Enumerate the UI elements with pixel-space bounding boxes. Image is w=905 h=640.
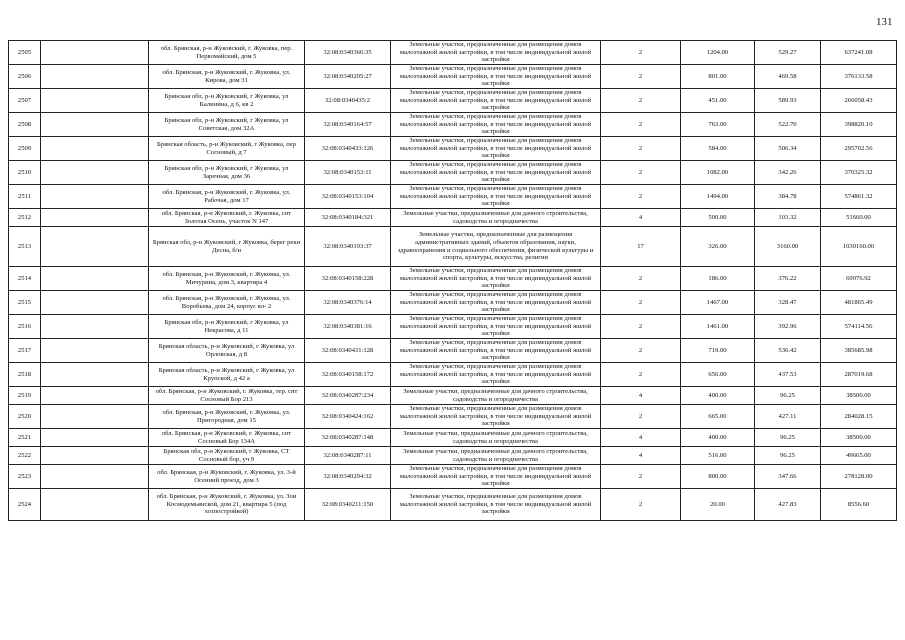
cadastral-number-cell: 32:08:0340153:11 [305,161,391,185]
cadastral-number-cell: 32:08:0340287:11 [305,447,391,465]
specific-value-cell: 437.53 [755,363,821,387]
row-number-cell: 2512 [9,209,41,227]
cadastral-number-cell: 32:08:0340433:126 [305,137,391,161]
row-number-cell: 2523 [9,465,41,489]
table-row [9,315,897,339]
row-number-cell: 2518 [9,363,41,387]
blank-cell [41,137,149,161]
area-cell: 800.00 [681,465,755,489]
cadastral-number-cell: 32:08:0340381:16 [305,315,391,339]
cadastral-value-cell: 51660.00 [821,209,897,227]
blank-cell [41,185,149,209]
address-cell: обл. Брянская, р-н Жуковский, г. Жуковка, ул. Зои Космодемьянской, дом 21, квартира 5 (под хозпостройкой) [149,489,305,521]
specific-value-cell: 103.32 [755,209,821,227]
table-row [9,113,897,137]
land-use-cell: Земельные участки, предназначенные для размещения домов малоэтажной жилой застройки, в том числе индивидуальной жилой застройки [391,137,601,161]
row-number-cell: 2520 [9,405,41,429]
table-row [9,387,897,405]
blank-cell [41,447,149,465]
blank-cell [41,387,149,405]
group-cell: 2 [601,185,681,209]
address-cell: обл. Брянская, р-н Жуковский, г. Жуковка, ул. 3-й Осенний проезд, дом 3 [149,465,305,489]
specific-value-cell: 469.58 [755,65,821,89]
table-row [9,185,897,209]
blank-cell [41,291,149,315]
group-cell: 2 [601,137,681,161]
group-cell: 4 [601,209,681,227]
table-row [9,41,897,65]
group-cell: 2 [601,363,681,387]
blank-cell [41,209,149,227]
area-cell: 1082.00 [681,161,755,185]
group-cell: 4 [601,429,681,447]
blank-cell [41,113,149,137]
area-cell: 400.00 [681,429,755,447]
row-number-cell: 2510 [9,161,41,185]
group-cell: 2 [601,267,681,291]
address-cell: обл. Брянская, р-н Жуковский, г. Жуковка, ул. Пригородная, дом 15 [149,405,305,429]
land-use-cell: Земельные участки, предназначенные для размещения домов малоэтажной жилой застройки, в том числе индивидуальной жилой застройки [391,315,601,339]
area-cell: 20.00 [681,489,755,521]
address-cell: Брянская обл, р-н Жуковский, г Жуковка, ул Заречная, дом 36 [149,161,305,185]
land-use-cell: Земельные участки, предназначенные для размещения домов малоэтажной жилой застройки, в том числе индивидуальной жилой застройки [391,291,601,315]
group-cell: 2 [601,315,681,339]
table-row [9,209,897,227]
cadastral-value-cell: 1030160.00 [821,227,897,267]
cadastral-number-cell: 32:08:0340211:150 [305,489,391,521]
group-cell: 17 [601,227,681,267]
address-cell: обл. Брянская, р-н Жуковский, г. Жуковка, ул. Рабочая, дом 17 [149,185,305,209]
table-row [9,89,897,113]
address-cell: Брянская область, р-н Жуковский, г Жуковка, пер Сосновый, д 7 [149,137,305,161]
area-cell: 1467.00 [681,291,755,315]
group-cell: 2 [601,65,681,89]
table-row [9,489,897,521]
land-use-cell: Земельные участки, предназначенные для дачного строительства, садоводства и огородничества [391,447,601,465]
address-cell: обл. Брянская, р-н Жуковский, г. Жуковка, ул. Мичурина, дом 3, квартира 4 [149,267,305,291]
row-number-cell: 2511 [9,185,41,209]
land-use-cell: Земельные участки, предназначенные для размещения домов малоэтажной жилой застройки, в том числе индивидуальной жилой застройки [391,465,601,489]
address-cell: Брянская обл, р-н Жуковский, г Жуковка, СТ Сосновый бор, уч 9 [149,447,305,465]
cadastral-number-cell: 32:08:0340153:104 [305,185,391,209]
blank-cell [41,65,149,89]
cadastral-value-cell: 38500.00 [821,387,897,405]
cadastral-number-cell: 32:08:0340431:128 [305,339,391,363]
cadastral-number-cell: 32:08:0340424:162 [305,405,391,429]
group-cell: 2 [601,89,681,113]
blank-cell [41,339,149,363]
table-row [9,405,897,429]
address-cell: обл. Брянская, р-н Жуковский, г. Жуковка, пер. Первомайский, дом 5 [149,41,305,65]
group-cell: 2 [601,489,681,521]
table-body [9,41,897,521]
land-registry-table [8,40,897,521]
table-row [9,161,897,185]
row-number-cell: 2515 [9,291,41,315]
land-use-cell: Земельные участки, предназначенные для размещения домов малоэтажной жилой застройки, в том числе индивидуальной жилой застройки [391,161,601,185]
table-row [9,447,897,465]
group-cell: 2 [601,405,681,429]
row-number-cell: 2514 [9,267,41,291]
blank-cell [41,429,149,447]
blank-cell [41,489,149,521]
address-cell: Брянская обл, р-н Жуковский, г Жуковка, ул Калинина, д 6, кв 2 [149,89,305,113]
table-row [9,227,897,267]
group-cell: 2 [601,291,681,315]
group-cell: 2 [601,113,681,137]
land-use-cell: Земельные участки, предназначенные для размещения административных зданий, объектов образования, науки, здравоохранения и социального обеспечения, физической культуры и спорта, культуры, искусства, религии [391,227,601,267]
cadastral-value-cell: 49665.00 [821,447,897,465]
row-number-cell: 2509 [9,137,41,161]
area-cell: 400.00 [681,387,755,405]
blank-cell [41,161,149,185]
blank-cell [41,363,149,387]
cadastral-value-cell: 278128.00 [821,465,897,489]
specific-value-cell: 427.83 [755,489,821,521]
address-cell: Брянская обл, р-н Жуковский, г Жуковка, ул Некрасова, д 11 [149,315,305,339]
blank-cell [41,41,149,65]
blank-cell [41,405,149,429]
blank-cell [41,267,149,291]
specific-value-cell: 522.70 [755,113,821,137]
blank-cell [41,465,149,489]
area-cell: 801.00 [681,65,755,89]
specific-value-cell: 347.66 [755,465,821,489]
row-number-cell: 2524 [9,489,41,521]
table-row [9,339,897,363]
specific-value-cell: 506.34 [755,137,821,161]
specific-value-cell: 96.25 [755,447,821,465]
cadastral-number-cell: 32:08:0340164:57 [305,113,391,137]
cadastral-number-cell: 32:08:0340158:172 [305,363,391,387]
land-use-cell: Земельные участки, предназначенные для размещения домов малоэтажной жилой застройки, в том числе индивидуальной жилой застройки [391,363,601,387]
area-cell: 656.00 [681,363,755,387]
area-cell: 665.00 [681,405,755,429]
address-cell: обл. Брянская, р-н Жуковский, г. Жуковка, ул. Воробьева, дом 24, корпус вл- 2 [149,291,305,315]
address-cell: обл. Брянская, р-н Жуковский, г. Жуковка, ул. Кирова, дом 31 [149,65,305,89]
table-row [9,465,897,489]
area-cell: 326.00 [681,227,755,267]
table-row [9,65,897,89]
specific-value-cell: 376.22 [755,267,821,291]
land-use-cell: Земельные участки, предназначенные для дачного строительства, садоводства и огородничества [391,209,601,227]
blank-cell [41,315,149,339]
cadastral-number-cell: 32:08:0340158:228 [305,267,391,291]
row-number-cell: 2506 [9,65,41,89]
cadastral-number-cell: 32:08:0340205:27 [305,65,391,89]
cadastral-value-cell: 295702.56 [821,137,897,161]
address-cell: обл. Брянская, р-н Жуковский, г. Жуковка, тер. снт Сосновый Бор 213 [149,387,305,405]
land-use-cell: Земельные участки, предназначенные для дачного строительства, садоводства и огородничества [391,429,601,447]
land-use-cell: Земельные участки, предназначенные для размещения домов малоэтажной жилой застройки, в том числе индивидуальной жилой застройки [391,185,601,209]
specific-value-cell: 96.25 [755,387,821,405]
specific-value-cell: 3160.00 [755,227,821,267]
specific-value-cell: 536.42 [755,339,821,363]
table-row [9,267,897,291]
cadastral-number-cell: 32:08:0340287:148 [305,429,391,447]
row-number-cell: 2522 [9,447,41,465]
row-number-cell: 2521 [9,429,41,447]
row-number-cell: 2505 [9,41,41,65]
cadastral-value-cell: 481865.49 [821,291,897,315]
specific-value-cell: 384.78 [755,185,821,209]
cadastral-value-cell: 284028.15 [821,405,897,429]
area-cell: 584.00 [681,137,755,161]
table-row [9,363,897,387]
row-number-cell: 2516 [9,315,41,339]
area-cell: 719.00 [681,339,755,363]
table-row [9,429,897,447]
group-cell: 2 [601,339,681,363]
specific-value-cell: 589.93 [755,89,821,113]
cadastral-value-cell: 385685.98 [821,339,897,363]
cadastral-number-cell: 32:08:0340366:35 [305,41,391,65]
address-cell: обл. Брянская, р-н Жуковский, г. Жуковка, снт Золотая Осень, участок N 147 [149,209,305,227]
cadastral-value-cell: 287019.68 [821,363,897,387]
address-cell: обл. Брянская, р-н Жуковский, г. Жуковка, снт Сосновый Бор 134А [149,429,305,447]
land-use-cell: Земельные участки, предназначенные для размещения домов малоэтажной жилой застройки, в том числе индивидуальной жилой застройки [391,489,601,521]
cadastral-value-cell: 69976.92 [821,267,897,291]
group-cell: 4 [601,447,681,465]
cadastral-number-cell: 32:08:0340376:14 [305,291,391,315]
specific-value-cell: 392.96 [755,315,821,339]
cadastral-number-cell: 32:08:0340294:32 [305,465,391,489]
cadastral-value-cell: 370325.32 [821,161,897,185]
cadastral-number-cell: 32:08:0340193:37 [305,227,391,267]
table-row [9,291,897,315]
area-cell: 1461.00 [681,315,755,339]
land-use-cell: Земельные участки, предназначенные для размещения домов малоэтажной жилой застройки, в том числе индивидуальной жилой застройки [391,41,601,65]
cadastral-value-cell: 8556.60 [821,489,897,521]
table-row [9,137,897,161]
group-cell: 4 [601,387,681,405]
cadastral-value-cell: 637241.08 [821,41,897,65]
specific-value-cell: 328.47 [755,291,821,315]
group-cell: 2 [601,161,681,185]
specific-value-cell: 427.11 [755,405,821,429]
row-number-cell: 2517 [9,339,41,363]
address-cell: Брянская обл, р-н Жуковский, г Жуковка, берег реки Десна, б/н [149,227,305,267]
cadastral-value-cell: 266058.43 [821,89,897,113]
area-cell: 500.00 [681,209,755,227]
specific-value-cell: 529.27 [755,41,821,65]
cadastral-value-cell: 38500.00 [821,429,897,447]
area-cell: 516.00 [681,447,755,465]
land-use-cell: Земельные участки, предназначенные для размещения домов малоэтажной жилой застройки, в том числе индивидуальной жилой застройки [391,89,601,113]
blank-cell [41,89,149,113]
row-number-cell: 2507 [9,89,41,113]
specific-value-cell: 96.25 [755,429,821,447]
cadastral-number-cell: 32:08:0340435:2 [305,89,391,113]
area-cell: 451.00 [681,89,755,113]
cadastral-number-cell: 32:08:0340287:234 [305,387,391,405]
land-use-cell: Земельные участки, предназначенные для размещения домов малоэтажной жилой застройки, в том числе индивидуальной жилой застройки [391,339,601,363]
row-number-cell: 2519 [9,387,41,405]
page-number: 131 [876,16,893,28]
area-cell: 186.00 [681,267,755,291]
specific-value-cell: 342.26 [755,161,821,185]
area-cell: 1494.00 [681,185,755,209]
blank-cell [41,227,149,267]
land-use-cell: Земельные участки, предназначенные для размещения домов малоэтажной жилой застройки, в том числе индивидуальной жилой застройки [391,113,601,137]
group-cell: 2 [601,41,681,65]
land-use-cell: Земельные участки, предназначенные для размещения домов малоэтажной жилой застройки, в том числе индивидуальной жилой застройки [391,65,601,89]
row-number-cell: 2513 [9,227,41,267]
cadastral-value-cell: 574114.56 [821,315,897,339]
land-use-cell: Земельные участки, предназначенные для размещения домов малоэтажной жилой застройки, в том числе индивидуальной жилой застройки [391,405,601,429]
address-cell: Брянская обл, р-н Жуковский, г Жуковка, ул Советская, дом 32А [149,113,305,137]
cadastral-value-cell: 398820.10 [821,113,897,137]
row-number-cell: 2508 [9,113,41,137]
address-cell: Брянская область, р-н Жуковский, г Жуковка, ул Крупской, д 42 а [149,363,305,387]
group-cell: 2 [601,465,681,489]
cadastral-value-cell: 376133.58 [821,65,897,89]
cadastral-number-cell: 32:08:0340184:321 [305,209,391,227]
address-cell: Брянская область, р-н Жуковский, г Жуковка, ул Орловская, д 8 [149,339,305,363]
area-cell: 1204.00 [681,41,755,65]
cadastral-value-cell: 574861.32 [821,185,897,209]
land-use-cell: Земельные участки, предназначенные для размещения домов малоэтажной жилой застройки, в том числе индивидуальной жилой застройки [391,267,601,291]
land-use-cell: Земельные участки, предназначенные для дачного строительства, садоводства и огородничества [391,387,601,405]
area-cell: 763.00 [681,113,755,137]
